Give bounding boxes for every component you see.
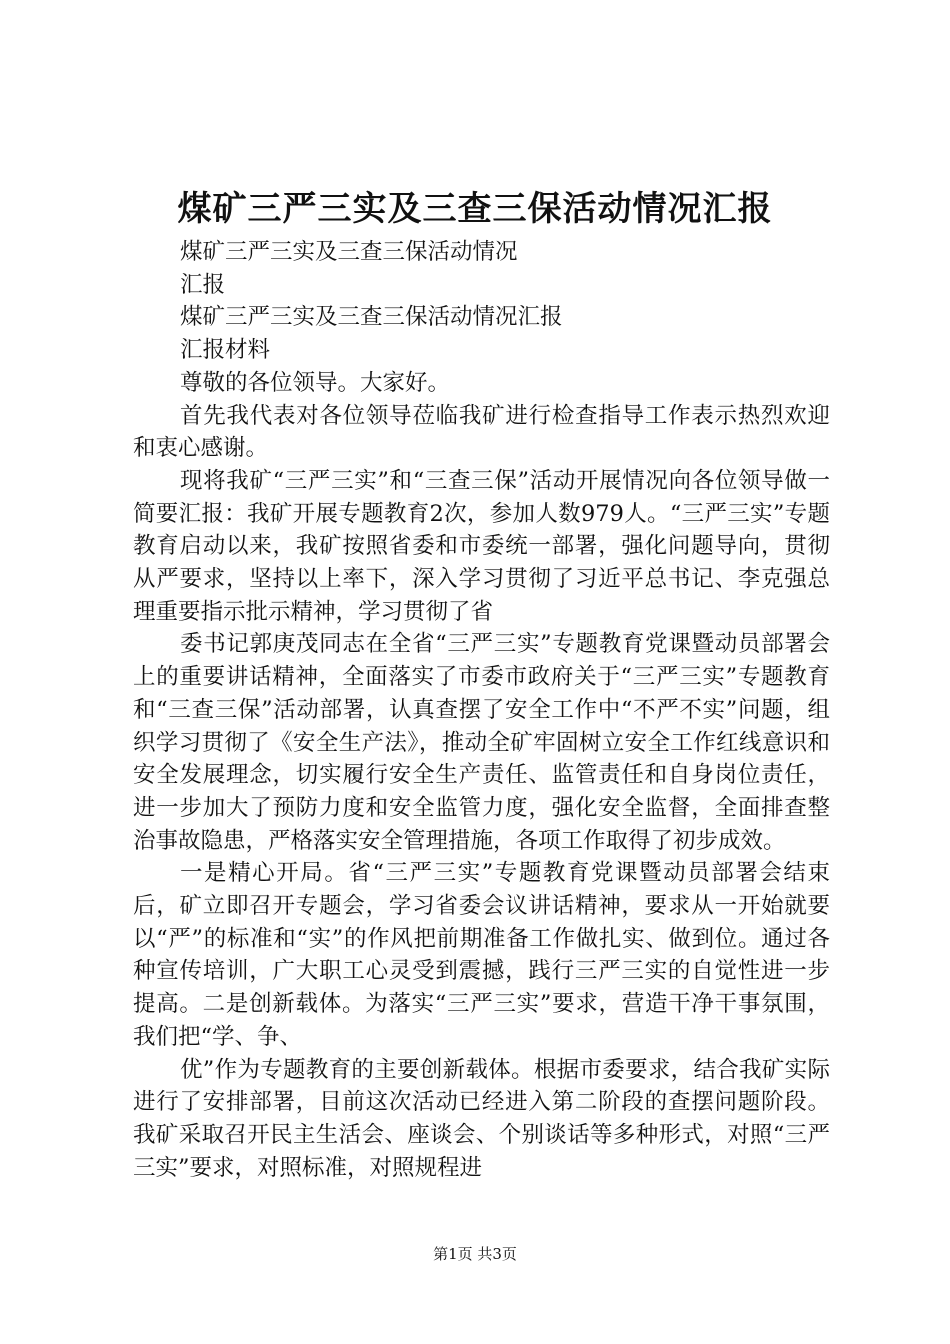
body-paragraph: 首先我代表对各位领导莅临我矿进行检查指导工作表示热烈欢迎和衷心感谢。 (133, 402, 830, 462)
body-paragraph: 委书记郭庚茂同志在全省“三严三实”专题教育党课暨动员部署会上的重要讲话精神，全面落实了市委市政府关于“三严三实”专题教育和“三查三保”活动部署，认真查摆了安全工作中“不严不实”问题，组织学习贯彻了《安全生产法》，推动全矿牢固树立安全工作红线意识和安全发展理念，切实履行安全生产责任、监管责任和自身岗位责任，进一步加大了预防力度和安全监管力度，强化安全监督，全面排查整治事故隐患，严格落实安全管理措施，各项工作取得了初步成效。 (133, 631, 830, 854)
page-number-footer: 第1页 共3页 (433, 1245, 517, 1263)
greeting-line: 尊敬的各位领导。大家好。 (180, 369, 451, 396)
header-line: 煤矿三严三实及三查三保活动情况 (180, 239, 518, 265)
body-paragraph: 一是精心开局。省“三严三实”专题教育党课暨动员部署会结束后，矿立即召开专题会，学习省委会议讲话精神，要求从一开始就要以“严”的标准和“实”的作风把前期准备工作做扎实、做到位。通过各种宣传培训，广大职工心灵受到震撼，践行三严三实的自觉性进一步提高。二是创新载体。为落实“三严三实”要求，营造干净干事氛围，我们把“学、争、 (133, 860, 830, 1050)
document-title: 煤矿三严三实及三查三保活动情况汇报 (177, 189, 773, 229)
header-line: 煤矿三严三实及三查三保活动情况汇报 (180, 304, 563, 331)
body-paragraph: 现将我矿“三严三实”和“三查三保”活动开展情况向各位领导做一简要汇报：我矿开展专题教育2次，参加人数979人。“三严三实”专题教育启动以来，我矿按照省委和市委统一部署，强化问题导向，贯彻从严要求，坚持以上率下，深入学习贯彻了习近平总书记、李克强总理重要指示批示精神，学习贯彻了省 (133, 467, 830, 625)
header-line: 汇报 (180, 271, 226, 298)
header-line: 汇报材料 (180, 337, 271, 364)
body-paragraph: 优”作为专题教育的主要创新载体。根据市委要求，结合我矿实际进行了安排部署，目前这次活动已经进入第二阶段的查摆问题阶段。我矿采取召开民主生活会、座谈会、个别谈话等多种形式，对照“三严三实”要求，对照标准，对照规程进 (133, 1056, 830, 1181)
document-body (133, 236, 830, 1184)
